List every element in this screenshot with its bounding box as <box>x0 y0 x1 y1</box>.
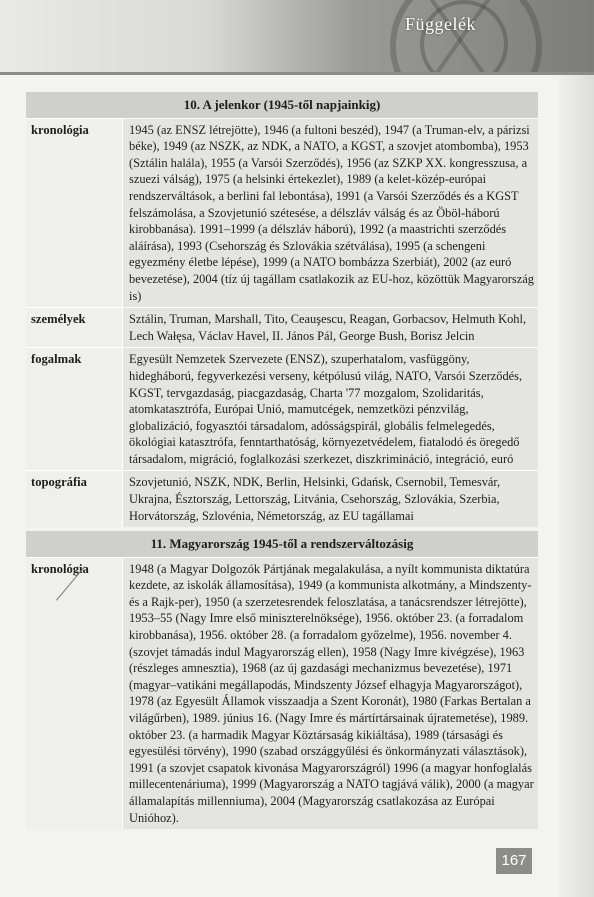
page-section-title: Függelék <box>405 14 476 34</box>
row-label-fogalmak: fogalmak <box>26 348 123 471</box>
section-10-table <box>26 92 538 527</box>
row-label-kronologia: kronológia <box>26 118 123 308</box>
table-row <box>26 118 538 308</box>
header-divider <box>0 72 594 75</box>
table-row <box>26 348 538 471</box>
row-text-fogalmak: Egyesült Nemzetek Szervezete (ENSZ), szuperhatalom, vasfüggöny, hidegháború, fegyverkezési verseny, kétpólusú világ, NATO, Varsói Szerződés, KGST, tervgazdaság, piacgazdaság, Charta '77 mozgalom, Szolidaritás, atomkatasztrófa, Európai Unió, mamutcégek, nemzetközi pénzvilág, globalizáció, fogyasztói társadalom, adósságspirál, globális felmelegedés, ökológiai katasztrófa, fenntarthatóság, környezetvédelem, fiatalodó és öregedő társadalom, migráció, foglalkozási szerkezet, diszkrimináció, integráció, euró <box>123 348 539 471</box>
table-row <box>26 471 538 527</box>
page-number: 167 <box>496 848 532 874</box>
row-text-kronologia: 1948 (a Magyar Dolgozók Pártjának megalakulása, a nyílt kommunista diktatúra kezdete, az iskolák államosítása), 1949 (a kommunista alkotmány, a Mindszenty- és a Rajk-per), 1950 (a szerzetesrendek feloszlatása, a tanácsrendszer létrejötte), 1953–55 (Nagy Imre első miniszterelnöksége), 1956. október 23. (a forradalom kirobbanása), 1956. október 28. (a forradalom győzelme), 1956. november 4. (szovjet támadás indul Magyarország ellen), 1958 (Nagy Imre kivégzése), 1963 (részleges amnesztia), 1968 (az új gazdasági mechanizmus bevezetése), 1971 (magyar–vatikáni megállapodás, Mindszenty József elhagyja Magyarországot), 1978 (az Egyesült Államok visszaadja a Szent Koronát), 1980 (Farkas Bertalan a világűrben), 1989. június 16. (Nagy Imre és mártírtársainak újratemetése), 1989. október 23. (a harmadik Magyar Köztársaság kikiáltása), 1989 (társasági és egyesülési törvény), 1990 (szabad országgyűlési és önkormányzati választások), 1991 (a szovjet csapatok kivonása Magyarországról) 1996 (a magyar honfoglalás millecentenáriuma), 1999 (Magyarország a NATO tagjává válik), 2000 (a magyar államalapítás millenniuma), 2004 (Magyarország csatlakozása az Európai Unióhoz). <box>123 557 539 829</box>
table-row <box>26 557 538 829</box>
section-10-title: 10. A jelenkor (1945-től napjainkig) <box>26 92 538 118</box>
row-label-szemelyek: személyek <box>26 308 123 348</box>
row-label-topografia: topográfia <box>26 471 123 527</box>
row-text-topografia: Szovjetunió, NSZK, NDK, Berlin, Helsinki, Gdańsk, Csernobil, Temesvár, Ukrajna, Észtország, Lettország, Litvánia, Csehország, Szlovákia, Szerbia, Horvátország, Szlovénia, Németország, az EU tagállamai <box>123 471 539 527</box>
header-banner <box>0 0 594 72</box>
section-11-table <box>26 531 538 829</box>
table-row <box>26 308 538 348</box>
side-margin-strip <box>558 75 594 897</box>
section-11-title: 11. Magyarország 1945-től a rendszerváltozásig <box>26 531 538 557</box>
row-label-kronologia: kronológia <box>26 557 123 829</box>
row-text-kronologia: 1945 (az ENSZ létrejötte), 1946 (a fultoni beszéd), 1947 (a Truman-elv, a párizsi béke), 1949 (az NSZK, az NDK, a NATO, a KGST, a szovjet atombomba), 1953 (Sztálin halála), 1955 (a Varsói Szerződés), 1956 (az SZKP XX. kongresszusa, a szuezi válság), 1975 (a helsinki értekezlet), 1989 (a kelet-közép-európai rendszerváltások, a berlini fal lebontása), 1991 (a Varsói Szerződés és a KGST felszámolása, a Szovjetunió szétesése, a délszláv válság és az Öböl-háború kirobbanása). 1991–1999 (a délszláv háború), 1992 (a maastrichti szerződés aláírása), 1993 (Csehország és Szlovákia szétválása), 1995 (a schengeni egyezmény életbe lépése), 1999 (a NATO bombázza Szerbiát), 2002 (az euró bevezetése), 2004 (tíz új tagállam csatlakozik az EU-hoz, közöttük Magyarország is) <box>123 118 539 308</box>
row-text-szemelyek: Sztálin, Truman, Marshall, Tito, Ceauşescu, Reagan, Gorbacsov, Helmuth Kohl, Lech Wałęsa, Václav Havel, II. János Pál, George Bush, Borisz Jelcin <box>123 308 539 348</box>
